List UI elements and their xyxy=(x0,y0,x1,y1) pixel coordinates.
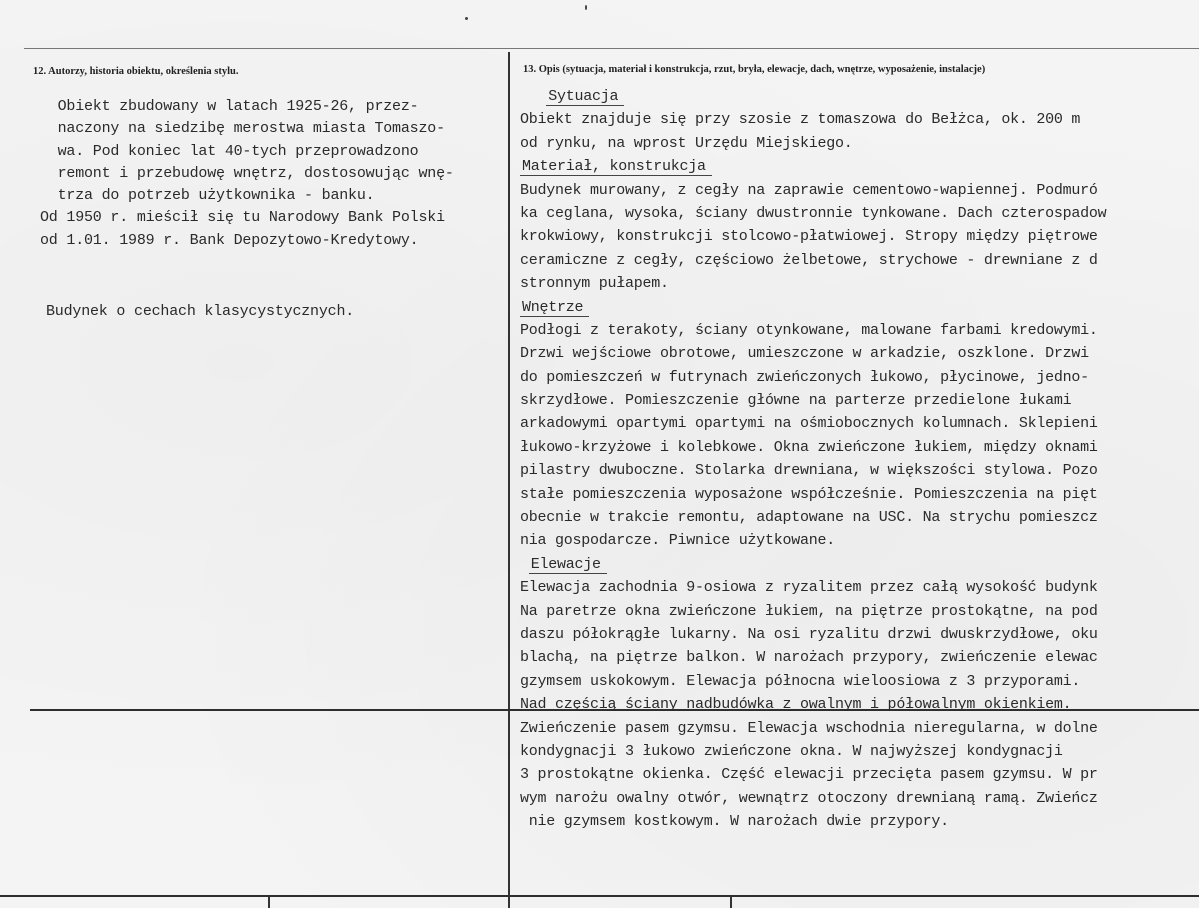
description-line: skrzydłowe. Pomieszczenie główne na parterze przedielone łukami xyxy=(520,392,1072,410)
bottom-tick xyxy=(268,897,270,908)
description-line: gzymsem uskokowym. Elewacja północna wieloosiowa z 3 przyporami. xyxy=(520,672,1081,690)
description-line: pilastry dwuboczne. Stolarka drewniana, w większości stylowa. Pozo xyxy=(520,462,1098,480)
description-line: arkadowymi opartymi opartymi na ośmiobocznych kolumnach. Sklepieni xyxy=(520,415,1098,433)
section-heading-label: Wnętrze xyxy=(520,299,589,317)
description-line: Obiekt znajduje się przy szosie z tomaszowa do Bełżca, ok. 200 m xyxy=(520,111,1081,129)
description-line: Drzwi wejściowe obrotowe, umieszczone w arkadzie, oszklone. Drzwi xyxy=(520,345,1089,363)
description-line: Na paretrze okna zwieńczone łukiem, na piętrze prostokątne, na pod xyxy=(520,602,1098,620)
history-line: od 1.01. 1989 r. Bank Depozytowo-Kredytowy. xyxy=(40,231,419,249)
section-heading xyxy=(520,85,1199,108)
top-rule xyxy=(24,48,1199,49)
section-13-header: 13. Opis (sytuacja, materiał i konstrukcja, rzut, bryła, elewacje, dach, wnętrze, wyposażenie, instalacje) xyxy=(523,64,986,75)
description-line: nie gzymsem kostkowym. W narożach dwie przypory. xyxy=(520,813,949,831)
history-line: wa. Pod koniec lat 40-tych przeprowadzono xyxy=(40,142,419,160)
description-line: Podłogi z terakoty, ściany otynkowane, malowane farbami kredowymi. xyxy=(520,321,1098,339)
description-line: 3 prostokątne okienka. Część elewacji przecięta pasem gzymsu. W pr xyxy=(520,766,1098,784)
description-line: Budynek murowany, z cegły na zaprawie cementowo-wapiennej. Podmuró xyxy=(520,181,1098,199)
history-line: Obiekt zbudowany w latach 1925-26, przez- xyxy=(40,98,419,115)
description-line: Zwieńczenie pasem gzymsu. Elewacja wschodnia nieregularna, w dolne xyxy=(520,719,1098,737)
bottom-tick xyxy=(508,897,510,908)
description-line: blachą, na piętrze balkon. W narożach przypory, zwieńczenie elewac xyxy=(520,649,1098,667)
description-line: Nad częścią ściany nadbudówka z owalnym i półowalnym okienkiem. xyxy=(520,696,1072,714)
description-line: ka ceglana, wysoka, ściany dwustronnie tynkowane. Dach czterospadow xyxy=(520,204,1107,222)
history-line: trza do potrzeb użytkownika - banku. xyxy=(40,187,375,205)
description-line: kondygnacji 3 łukowo zwieńczone okna. W najwyższej kondygnacji xyxy=(520,742,1063,760)
description-line: łukowo-krzyżowe i kolebkowe. Okna zwieńczone łukiem, między oknami xyxy=(520,438,1098,456)
section-12-header: 12. Autorzy, historia obiektu, określenia stylu. xyxy=(33,66,239,77)
section-heading-label: Materiał, konstrukcja xyxy=(520,158,712,176)
section-heading xyxy=(520,296,1199,319)
description-line: daszu półokrągłe lukarny. Na osi ryzalitu drzwi dwuskrzydłowe, oku xyxy=(520,625,1098,643)
column-divider xyxy=(508,52,510,908)
history-line: Od 1950 r. mieścił się tu Narodowy Bank Polski xyxy=(40,209,445,227)
description-line: ceramiczne z cegły, częściowo żelbetowe, strychowe - drewniane z d xyxy=(520,251,1098,269)
history-line: remont i przebudowę wnętrz, dostosowując wnę- xyxy=(40,164,454,182)
bottom-rule xyxy=(0,895,1199,897)
section-heading xyxy=(520,155,1199,178)
description-text xyxy=(520,85,1199,834)
scan-speck xyxy=(585,5,587,10)
description-line: stronnym pułapem. xyxy=(520,275,669,293)
section-heading-label: Sytuacja xyxy=(546,88,624,106)
description-line: obecnie w trakcie remontu, adaptowane na USC. Na strychu pomieszcz xyxy=(520,509,1098,527)
section-heading xyxy=(520,553,1199,576)
description-line: krokwiowy, konstrukcji stolcowo-płatwiowej. Stropy między piętrowe xyxy=(520,228,1098,246)
description-line: wym narożu owalny otwór, wewnątrz otoczony drewnianą ramą. Zwieńcz xyxy=(520,789,1098,807)
description-line: nia gospodarcze. Piwnice użytkowane. xyxy=(520,532,836,550)
section-heading-label: Elewacje xyxy=(529,556,607,574)
description-line: Elewacja zachodnia 9-osiowa z ryzalitem przez całą wysokość budynk xyxy=(520,579,1098,597)
scan-speck xyxy=(465,17,468,20)
history-text xyxy=(40,96,506,252)
description-line: od rynku, na wprost Urzędu Miejskiego. xyxy=(520,134,853,152)
bottom-tick xyxy=(730,897,732,908)
description-line: do pomieszczeń w futrynach zwieńczonych łukowo, płycinowe, jedno- xyxy=(520,368,1089,386)
description-line: stałe pomieszczenia wyposażone współcześnie. Pomieszczenia na pięt xyxy=(520,485,1098,503)
history-line: naczony na siedzibę merostwa miasta Tomaszo- xyxy=(40,120,445,138)
style-note: Budynek o cechach klasycystycznych. xyxy=(46,303,355,320)
